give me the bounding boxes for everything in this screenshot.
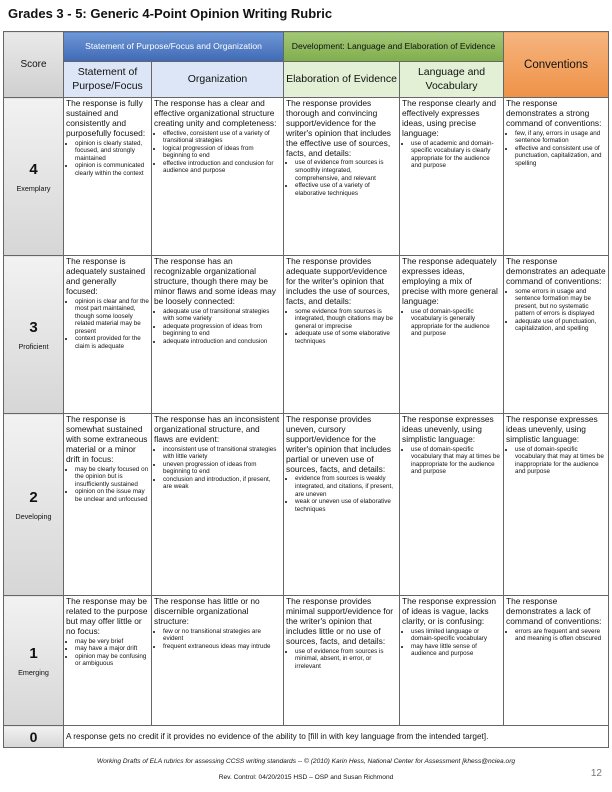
- cell-bullet: • uneven progression of ideas from beginning to end: [163, 461, 281, 476]
- cell-bullet: • effective, consistent use of a variety of transitional strategies: [163, 130, 281, 145]
- cell-lead: The response demonstrates a lack of command of conventions:: [506, 596, 602, 626]
- footer-revision: Rev. Control: 04/20/2015 HSD – OSP and Susan Richmond: [218, 774, 394, 781]
- page-title: Grades 3 - 5: Generic 4-Point Opinion Writing Rubric: [8, 6, 333, 21]
- organization-cell: [152, 596, 284, 726]
- development-group-header: Development: Language and Elaboration of Evidence: [284, 32, 504, 62]
- organization-header: Organization: [152, 62, 284, 98]
- statement-cell: [64, 414, 152, 596]
- cell-bullet: • use of domain-specific vocabulary is generally appropriate for the audience and purpose: [411, 308, 501, 338]
- cell-bullet: • evidence from sources is weakly integrated, and citations, if present, are uneven: [295, 475, 397, 498]
- cell-lead: The response provides thorough and convincing support/evidence for the writer's opinion that includes the effective use of sources, facts, and details:: [286, 98, 391, 158]
- language-cell: [400, 256, 504, 414]
- organization-cell: [152, 414, 284, 596]
- cell-lead: The response has little or no discernible organizational structure:: [154, 596, 260, 626]
- cell-lead: The response expresses ideas unevenly, using simplistic language:: [402, 414, 494, 444]
- cell-bullet: • opinion is clear and for the most part maintained, though some loosely related material may be present: [75, 298, 149, 336]
- cell-bullet: • may be very brief: [75, 638, 149, 646]
- cell-bullet: • opinion may be confusing or ambiguous: [75, 653, 149, 668]
- cell-lead: The response has an recognizable organizational structure, though there may be minor flaws and some ideas may be loosely connected:: [154, 256, 276, 306]
- cell-bullet: • use of evidence from sources is smoothly integrated, comprehensive, and relevant: [295, 159, 397, 182]
- cell-lead: The response clearly and effectively expresses ideas, using precise language:: [402, 98, 497, 138]
- cell-lead: The response is adequately sustained and generally focused:: [66, 256, 146, 296]
- cell-lead: The response provides adequate support/evidence for the writer's opinion that includes the use of sources, facts, and details:: [286, 256, 390, 306]
- language-vocabulary-header: Language and Vocabulary: [400, 62, 504, 98]
- cell-lead: The response expresses ideas unevenly, using simplistic language:: [506, 414, 598, 444]
- score-value: 0: [4, 726, 64, 748]
- cell-bullet: • some errors in usage and sentence formation may be present, but no systematic pattern of errors is displayed: [515, 288, 606, 318]
- language-cell: [400, 596, 504, 726]
- score-row-0: [4, 726, 609, 748]
- elaboration-cell: [284, 98, 400, 256]
- statement-of-purpose-header: Statement of Purpose/Focus: [64, 62, 152, 98]
- score-label: Exemplary: [16, 183, 51, 193]
- statement-cell: [64, 98, 152, 256]
- statement-cell: [64, 256, 152, 414]
- cell-bullet: • use of domain-specific vocabulary that may at times be inappropriate for the audience and purpose: [411, 446, 501, 476]
- cell-bullet: • inconsistent use of transitional strategies with little variety: [163, 446, 281, 461]
- cell-bullet: • some evidence from sources is integrated, though citations may be general or imprecise: [295, 308, 397, 331]
- score-label: Proficient: [18, 341, 49, 351]
- cell-lead: The response has a clear and effective organizational structure creating unity and completeness:: [154, 98, 277, 128]
- conventions-cell: [504, 414, 609, 596]
- score-label: Developing: [15, 511, 52, 521]
- cell-bullet: • adequate use of some elaborative techniques: [295, 330, 397, 345]
- cell-lead: The response adequately expresses ideas, employing a mix of precise with more general language:: [402, 256, 498, 306]
- cell-bullet: • adequate progression of ideas from beginning to end: [163, 323, 281, 338]
- cell-bullet: • opinion is clearly stated, focused, and strongly maintained: [75, 140, 149, 163]
- cell-bullet: • conclusion and introduction, if present, are weak: [163, 476, 281, 491]
- zero-score-description: A response gets no credit if it provides no evidence of the ability to [fill in with key language from the intended target].: [64, 726, 609, 748]
- cell-lead: The response has an inconsistent organizational structure, and flaws are evident:: [154, 414, 280, 444]
- conventions-cell: [504, 256, 609, 414]
- elaboration-cell: [284, 414, 400, 596]
- cell-bullet: • adequate use of punctuation, capitalization, and spelling: [515, 318, 606, 333]
- score-value: 2: [29, 488, 38, 506]
- conventions-cell: [504, 98, 609, 256]
- cell-lead: The response expression of ideas is vague, lacks clarity, or is confusing:: [402, 596, 497, 626]
- cell-bullet: • adequate introduction and conclusion: [163, 338, 281, 346]
- cell-bullet: • use of academic and domain-specific vocabulary is clearly appropriate for the audience and purpose: [411, 140, 501, 170]
- conventions-header: Conventions: [504, 32, 609, 98]
- elaboration-header: Elaboration of Evidence: [284, 62, 400, 98]
- cell-bullet: • errors are frequent and severe and meaning is often obscured: [515, 628, 606, 643]
- purpose-organization-group-header: Statement of Purpose/Focus and Organization: [64, 32, 284, 62]
- score-value: 4: [29, 160, 38, 178]
- cell-lead: The response demonstrates an adequate command of conventions:: [506, 256, 606, 286]
- score-row-2: [4, 414, 609, 596]
- cell-bullet: • opinion is communicated clearly within the context: [75, 162, 149, 177]
- cell-bullet: • effective use of a variety of elaborative techniques: [295, 182, 397, 197]
- cell-bullet: • opinion on the issue may be unclear and unfocused: [75, 488, 149, 503]
- score-label: Emerging: [18, 667, 49, 677]
- score-header: Score: [4, 32, 64, 98]
- conventions-cell: [504, 596, 609, 726]
- cell-lead: The response demonstrates a strong command of conventions:: [506, 98, 602, 128]
- cell-bullet: • adequate use of transitional strategies with some variety: [163, 308, 281, 323]
- cell-bullet: • use of domain-specific vocabulary that may at times be inappropriate for the audience and purpose: [515, 446, 606, 476]
- cell-bullet: • effective introduction and conclusion for audience and purpose: [163, 160, 281, 175]
- cell-bullet: • few, if any, errors in usage and sentence formation: [515, 130, 606, 145]
- score-row-4: [4, 98, 609, 256]
- statement-cell: [64, 596, 152, 726]
- cell-bullet: • uses limited language or domain-specific vocabulary: [411, 628, 501, 643]
- language-cell: [400, 414, 504, 596]
- cell-bullet: • may have a major drift: [75, 645, 149, 653]
- cell-lead: The response is somewhat sustained with some extraneous material or a minor drift in focus:: [66, 414, 148, 464]
- footer-attribution: Working Drafts of ELA rubrics for assessing CCSS writing standards -- © (2010) Karin Hess, National Center for Assessment [khess@nciea.org: [96, 758, 516, 765]
- cell-bullet: • may have little sense of audience and purpose: [411, 643, 501, 658]
- score-value: 1: [29, 644, 38, 662]
- score-row-1: [4, 596, 609, 726]
- organization-cell: [152, 98, 284, 256]
- cell-bullet: • few or no transitional strategies are evident: [163, 628, 281, 643]
- score-value: 3: [29, 318, 38, 336]
- cell-bullet: • logical progression of ideas from beginning to end: [163, 145, 281, 160]
- cell-bullet: • frequent extraneous ideas may intrude: [163, 643, 281, 651]
- cell-bullet: • context provided for the claim is adequate: [75, 335, 149, 350]
- cell-lead: The response is fully sustained and consistently and purposefully focused:: [66, 98, 146, 138]
- rubric-table: [3, 31, 609, 748]
- language-cell: [400, 98, 504, 256]
- cell-bullet: • effective and consistent use of punctuation, capitalization, and spelling: [515, 145, 606, 168]
- cell-bullet: • may be clearly focused on the opinion but is insufficiently sustained: [75, 466, 149, 489]
- elaboration-cell: [284, 256, 400, 414]
- cell-lead: The response may be related to the purpose but may offer little or no focus:: [66, 596, 148, 636]
- cell-lead: The response provides uneven, cursory support/evidence for the writer's opinion that includes partial or uneven use of sources, facts, and details:: [286, 414, 391, 474]
- cell-lead: The response provides minimal support/evidence for the writer's opinion that includes little or no use of sources, facts, and details:: [286, 596, 394, 646]
- cell-bullet: • use of evidence from sources is minimal, absent, in error, or irrelevant: [295, 648, 397, 671]
- page-number: 12: [590, 768, 602, 779]
- organization-cell: [152, 256, 284, 414]
- cell-bullet: • weak or uneven use of elaborative techniques: [295, 498, 397, 513]
- score-row-3: [4, 256, 609, 414]
- elaboration-cell: [284, 596, 400, 726]
